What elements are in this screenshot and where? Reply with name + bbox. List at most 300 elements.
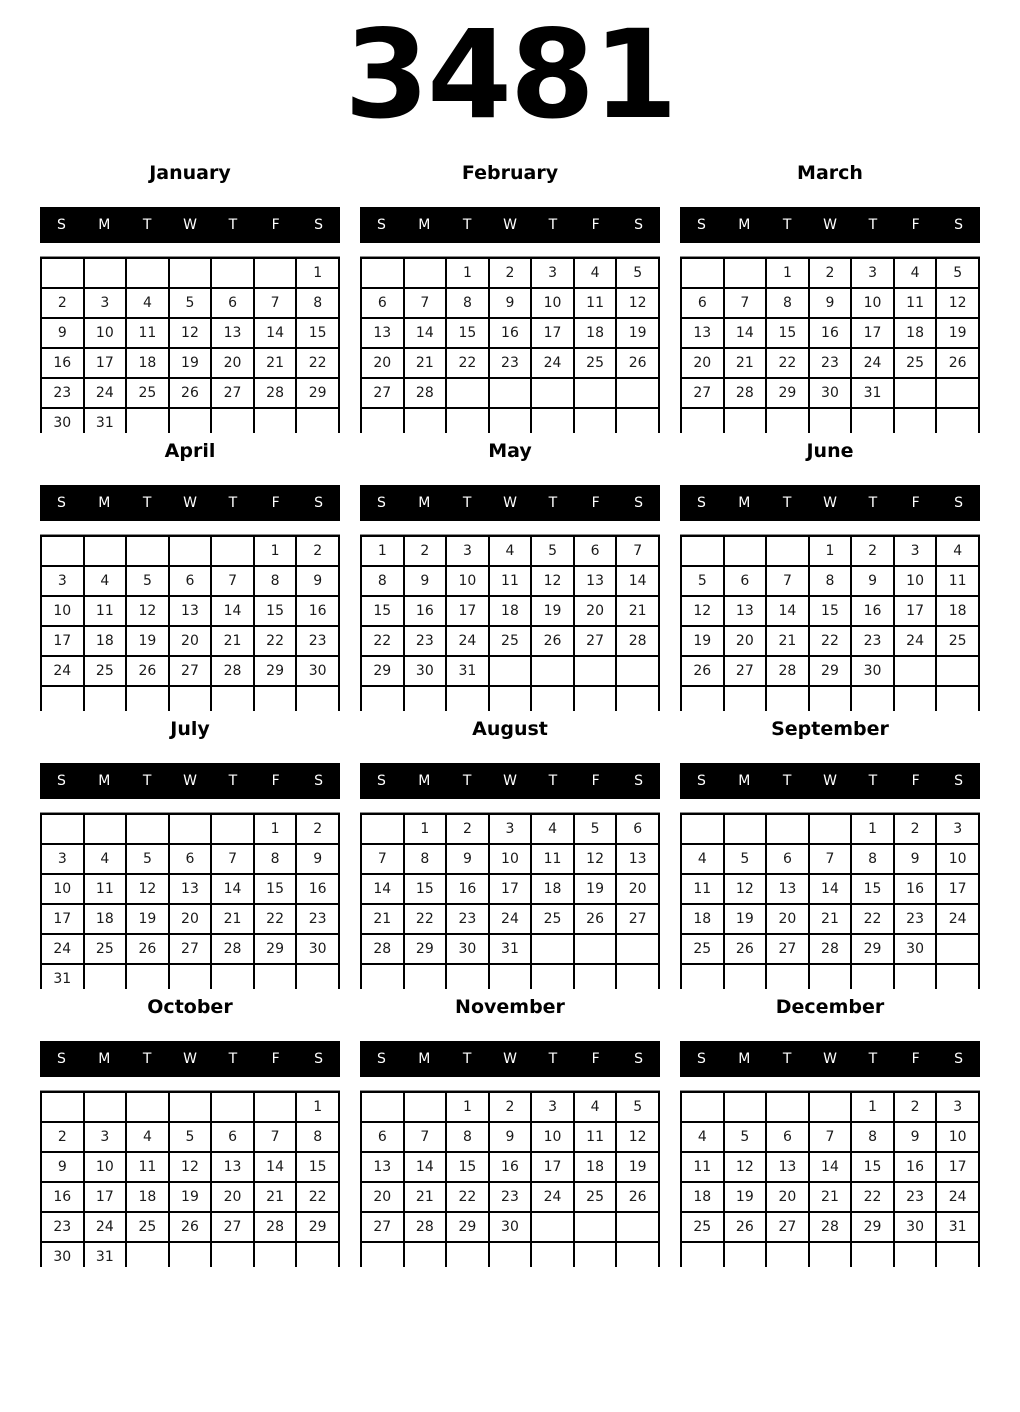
day-cell: 29 bbox=[809, 656, 852, 686]
empty-day-cell bbox=[169, 814, 212, 844]
day-cell: 11 bbox=[681, 1152, 724, 1182]
day-cell: 13 bbox=[361, 318, 404, 348]
empty-day-cell bbox=[254, 686, 297, 711]
weekday-letter: M bbox=[738, 773, 751, 789]
empty-day-cell bbox=[211, 964, 254, 989]
day-cell: 6 bbox=[211, 1122, 254, 1152]
day-cell: 31 bbox=[84, 1242, 127, 1267]
day-cell: 19 bbox=[531, 596, 574, 626]
day-cell: 3 bbox=[446, 536, 489, 566]
day-cell: 4 bbox=[894, 258, 937, 288]
day-cell: 17 bbox=[894, 596, 937, 626]
day-cell: 21 bbox=[211, 626, 254, 656]
week-row bbox=[41, 318, 339, 348]
day-cell: 20 bbox=[574, 596, 617, 626]
empty-day-cell bbox=[681, 1242, 724, 1267]
weekday-letter: F bbox=[271, 773, 280, 789]
empty-day-cell bbox=[126, 1242, 169, 1267]
empty-day-cell bbox=[169, 1242, 212, 1267]
day-cell: 9 bbox=[851, 566, 894, 596]
day-cell: 18 bbox=[574, 1152, 617, 1182]
week-row bbox=[681, 656, 979, 686]
day-cell: 21 bbox=[809, 1182, 852, 1212]
day-cell: 28 bbox=[254, 1212, 297, 1242]
empty-day-cell bbox=[574, 686, 617, 711]
day-cell: 5 bbox=[616, 258, 659, 288]
empty-day-cell bbox=[446, 408, 489, 433]
day-cell: 6 bbox=[574, 536, 617, 566]
day-cell: 20 bbox=[169, 626, 212, 656]
week-row bbox=[681, 964, 979, 989]
day-cell: 11 bbox=[681, 874, 724, 904]
day-cell: 5 bbox=[724, 844, 767, 874]
day-cell: 26 bbox=[724, 1212, 767, 1242]
weekday-letter: M bbox=[98, 773, 111, 789]
day-cell: 1 bbox=[254, 814, 297, 844]
empty-day-cell bbox=[211, 1092, 254, 1122]
weekday-letter: F bbox=[591, 773, 600, 789]
empty-day-cell bbox=[489, 656, 532, 686]
day-cell: 25 bbox=[681, 934, 724, 964]
day-cell: 4 bbox=[126, 288, 169, 318]
day-cell: 7 bbox=[766, 566, 809, 596]
day-cell: 28 bbox=[254, 378, 297, 408]
day-cell: 26 bbox=[936, 348, 979, 378]
day-cell: 14 bbox=[809, 1152, 852, 1182]
day-cell: 25 bbox=[126, 1212, 169, 1242]
weekday-letter: F bbox=[911, 495, 920, 511]
empty-day-cell bbox=[894, 964, 937, 989]
empty-day-cell bbox=[489, 378, 532, 408]
day-cell: 24 bbox=[84, 1212, 127, 1242]
day-cell: 29 bbox=[361, 656, 404, 686]
weekday-letter: M bbox=[738, 1051, 751, 1067]
week-row bbox=[361, 566, 659, 596]
month-title: March bbox=[797, 162, 863, 184]
day-cell: 31 bbox=[41, 964, 84, 989]
day-cell: 13 bbox=[211, 318, 254, 348]
empty-day-cell bbox=[446, 686, 489, 711]
day-cell: 26 bbox=[169, 1212, 212, 1242]
weekday-letter: S bbox=[634, 495, 644, 511]
empty-day-cell bbox=[41, 536, 84, 566]
weekday-letter: T bbox=[228, 495, 238, 511]
empty-day-cell bbox=[851, 964, 894, 989]
empty-day-cell bbox=[361, 814, 404, 844]
week-row bbox=[361, 626, 659, 656]
day-cell: 21 bbox=[361, 904, 404, 934]
day-cell: 28 bbox=[766, 656, 809, 686]
week-row bbox=[361, 408, 659, 433]
weekday-letter: S bbox=[314, 217, 324, 233]
weekday-letter: S bbox=[696, 217, 706, 233]
day-cell: 4 bbox=[681, 844, 724, 874]
day-cell: 9 bbox=[809, 288, 852, 318]
day-cell: 31 bbox=[936, 1212, 979, 1242]
week-row bbox=[361, 258, 659, 288]
day-cell: 28 bbox=[616, 626, 659, 656]
weekday-header-bar bbox=[360, 485, 660, 521]
day-cell: 4 bbox=[126, 1122, 169, 1152]
weekday-letter: F bbox=[271, 217, 280, 233]
month-grid bbox=[40, 257, 340, 433]
empty-day-cell bbox=[211, 686, 254, 711]
month-title: December bbox=[775, 996, 885, 1018]
day-cell: 15 bbox=[254, 874, 297, 904]
week-row bbox=[361, 686, 659, 711]
weekday-letter: S bbox=[56, 773, 66, 789]
week-row bbox=[681, 348, 979, 378]
day-cell: 27 bbox=[766, 1212, 809, 1242]
day-cell: 22 bbox=[361, 626, 404, 656]
day-cell: 20 bbox=[766, 904, 809, 934]
weekday-letter: T bbox=[782, 773, 792, 789]
day-cell: 30 bbox=[41, 1242, 84, 1267]
empty-day-cell bbox=[531, 1242, 574, 1267]
day-cell: 16 bbox=[809, 318, 852, 348]
day-cell: 6 bbox=[724, 566, 767, 596]
day-cell: 24 bbox=[531, 348, 574, 378]
empty-day-cell bbox=[361, 686, 404, 711]
day-cell: 8 bbox=[446, 288, 489, 318]
month-grid bbox=[680, 1091, 980, 1267]
day-cell: 22 bbox=[446, 1182, 489, 1212]
day-cell: 19 bbox=[724, 1182, 767, 1212]
day-cell: 22 bbox=[851, 904, 894, 934]
empty-day-cell bbox=[809, 686, 852, 711]
day-cell: 4 bbox=[681, 1122, 724, 1152]
day-cell: 6 bbox=[361, 1122, 404, 1152]
month-grid bbox=[360, 1091, 660, 1267]
day-cell: 17 bbox=[84, 1182, 127, 1212]
empty-day-cell bbox=[936, 686, 979, 711]
day-cell: 25 bbox=[681, 1212, 724, 1242]
day-cell: 3 bbox=[936, 814, 979, 844]
day-cell: 24 bbox=[41, 934, 84, 964]
day-cell: 16 bbox=[851, 596, 894, 626]
day-cell: 16 bbox=[489, 318, 532, 348]
empty-day-cell bbox=[489, 1242, 532, 1267]
day-cell: 21 bbox=[766, 626, 809, 656]
day-cell: 10 bbox=[936, 844, 979, 874]
day-cell: 20 bbox=[169, 904, 212, 934]
day-cell: 19 bbox=[616, 1152, 659, 1182]
empty-day-cell bbox=[681, 686, 724, 711]
day-cell: 5 bbox=[169, 288, 212, 318]
week-row bbox=[681, 1122, 979, 1152]
day-cell: 16 bbox=[296, 874, 339, 904]
empty-day-cell bbox=[724, 536, 767, 566]
day-cell: 7 bbox=[404, 1122, 447, 1152]
weekday-letter: T bbox=[782, 1051, 792, 1067]
empty-day-cell bbox=[404, 258, 447, 288]
empty-day-cell bbox=[126, 1092, 169, 1122]
empty-day-cell bbox=[296, 686, 339, 711]
day-cell: 4 bbox=[84, 844, 127, 874]
empty-day-cell bbox=[254, 408, 297, 433]
day-cell: 2 bbox=[41, 1122, 84, 1152]
empty-day-cell bbox=[616, 934, 659, 964]
day-cell: 21 bbox=[724, 348, 767, 378]
day-cell: 21 bbox=[616, 596, 659, 626]
day-cell: 30 bbox=[296, 934, 339, 964]
day-cell: 1 bbox=[851, 814, 894, 844]
day-cell: 28 bbox=[361, 934, 404, 964]
week-row bbox=[681, 536, 979, 566]
empty-day-cell bbox=[681, 258, 724, 288]
empty-day-cell bbox=[489, 964, 532, 989]
day-cell: 16 bbox=[489, 1152, 532, 1182]
day-cell: 8 bbox=[851, 1122, 894, 1152]
day-cell: 26 bbox=[126, 934, 169, 964]
weekday-letter: T bbox=[548, 217, 558, 233]
weekday-letter: T bbox=[228, 217, 238, 233]
month-block-may bbox=[360, 433, 660, 711]
month-grid bbox=[680, 257, 980, 433]
day-cell: 23 bbox=[41, 378, 84, 408]
weekday-letter: T bbox=[548, 773, 558, 789]
empty-day-cell bbox=[489, 408, 532, 433]
day-cell: 16 bbox=[446, 874, 489, 904]
day-cell: 14 bbox=[404, 318, 447, 348]
weekday-header-bar bbox=[40, 1041, 340, 1077]
day-cell: 5 bbox=[616, 1092, 659, 1122]
day-cell: 3 bbox=[894, 536, 937, 566]
empty-day-cell bbox=[851, 1242, 894, 1267]
week-row bbox=[681, 1092, 979, 1122]
day-cell: 10 bbox=[531, 1122, 574, 1152]
weekday-letter: S bbox=[314, 495, 324, 511]
day-cell: 24 bbox=[446, 626, 489, 656]
day-cell: 18 bbox=[681, 1182, 724, 1212]
week-row bbox=[681, 378, 979, 408]
day-cell: 15 bbox=[361, 596, 404, 626]
empty-day-cell bbox=[766, 536, 809, 566]
month-grid bbox=[360, 257, 660, 433]
weekday-letter: T bbox=[868, 495, 878, 511]
day-cell: 5 bbox=[681, 566, 724, 596]
empty-day-cell bbox=[211, 1242, 254, 1267]
week-row bbox=[41, 408, 339, 433]
day-cell: 26 bbox=[531, 626, 574, 656]
day-cell: 22 bbox=[254, 626, 297, 656]
weekday-letter: M bbox=[418, 217, 431, 233]
weekday-letter: S bbox=[954, 217, 964, 233]
weekday-letter: T bbox=[462, 773, 472, 789]
day-cell: 24 bbox=[936, 904, 979, 934]
day-cell: 19 bbox=[126, 904, 169, 934]
day-cell: 21 bbox=[809, 904, 852, 934]
day-cell: 22 bbox=[404, 904, 447, 934]
month-block-march bbox=[680, 155, 980, 433]
empty-day-cell bbox=[41, 686, 84, 711]
day-cell: 29 bbox=[254, 656, 297, 686]
month-block-november bbox=[360, 989, 660, 1267]
day-cell: 20 bbox=[681, 348, 724, 378]
day-cell: 18 bbox=[894, 318, 937, 348]
day-cell: 3 bbox=[41, 844, 84, 874]
day-cell: 9 bbox=[41, 1152, 84, 1182]
day-cell: 10 bbox=[84, 318, 127, 348]
day-cell: 6 bbox=[681, 288, 724, 318]
empty-day-cell bbox=[126, 258, 169, 288]
empty-day-cell bbox=[936, 964, 979, 989]
day-cell: 11 bbox=[489, 566, 532, 596]
day-cell: 18 bbox=[574, 318, 617, 348]
empty-day-cell bbox=[894, 686, 937, 711]
weekday-header-bar bbox=[680, 207, 980, 243]
empty-day-cell bbox=[894, 656, 937, 686]
day-cell: 10 bbox=[531, 288, 574, 318]
empty-day-cell bbox=[724, 258, 767, 288]
empty-day-cell bbox=[531, 408, 574, 433]
month-block-june bbox=[680, 433, 980, 711]
day-cell: 7 bbox=[809, 844, 852, 874]
weekday-letter: W bbox=[503, 1051, 517, 1067]
weekday-letter: T bbox=[142, 773, 152, 789]
day-cell: 24 bbox=[531, 1182, 574, 1212]
day-cell: 4 bbox=[531, 814, 574, 844]
day-cell: 26 bbox=[126, 656, 169, 686]
empty-day-cell bbox=[446, 378, 489, 408]
week-row bbox=[361, 1212, 659, 1242]
day-cell: 15 bbox=[296, 1152, 339, 1182]
day-cell: 19 bbox=[169, 348, 212, 378]
day-cell: 2 bbox=[446, 814, 489, 844]
day-cell: 7 bbox=[254, 288, 297, 318]
month-grid bbox=[40, 535, 340, 711]
day-cell: 13 bbox=[681, 318, 724, 348]
empty-day-cell bbox=[574, 378, 617, 408]
day-cell: 23 bbox=[851, 626, 894, 656]
day-cell: 5 bbox=[724, 1122, 767, 1152]
empty-day-cell bbox=[766, 1092, 809, 1122]
week-row bbox=[41, 656, 339, 686]
week-row bbox=[361, 1182, 659, 1212]
day-cell: 18 bbox=[489, 596, 532, 626]
day-cell: 4 bbox=[574, 1092, 617, 1122]
day-cell: 23 bbox=[894, 904, 937, 934]
week-row bbox=[41, 1212, 339, 1242]
day-cell: 2 bbox=[851, 536, 894, 566]
week-row bbox=[681, 258, 979, 288]
empty-day-cell bbox=[254, 1242, 297, 1267]
day-cell: 19 bbox=[126, 626, 169, 656]
day-cell: 28 bbox=[211, 656, 254, 686]
empty-day-cell bbox=[936, 934, 979, 964]
day-cell: 14 bbox=[361, 874, 404, 904]
day-cell: 23 bbox=[489, 1182, 532, 1212]
empty-day-cell bbox=[404, 964, 447, 989]
day-cell: 5 bbox=[169, 1122, 212, 1152]
day-cell: 8 bbox=[446, 1122, 489, 1152]
week-row bbox=[41, 1152, 339, 1182]
day-cell: 8 bbox=[809, 566, 852, 596]
week-row bbox=[361, 874, 659, 904]
weekday-letter: S bbox=[376, 495, 386, 511]
week-row bbox=[681, 874, 979, 904]
day-cell: 7 bbox=[616, 536, 659, 566]
day-cell: 5 bbox=[574, 814, 617, 844]
month-title: June bbox=[806, 440, 854, 462]
week-row bbox=[681, 288, 979, 318]
week-row bbox=[361, 378, 659, 408]
empty-day-cell bbox=[616, 1212, 659, 1242]
empty-day-cell bbox=[681, 814, 724, 844]
weekday-letter: M bbox=[418, 1051, 431, 1067]
weekday-letter: S bbox=[954, 495, 964, 511]
day-cell: 24 bbox=[489, 904, 532, 934]
day-cell: 2 bbox=[894, 1092, 937, 1122]
week-row bbox=[361, 904, 659, 934]
day-cell: 21 bbox=[404, 348, 447, 378]
day-cell: 28 bbox=[404, 378, 447, 408]
week-row bbox=[361, 1242, 659, 1267]
day-cell: 2 bbox=[296, 536, 339, 566]
day-cell: 23 bbox=[894, 1182, 937, 1212]
day-cell: 27 bbox=[211, 1212, 254, 1242]
empty-day-cell bbox=[296, 408, 339, 433]
empty-day-cell bbox=[894, 378, 937, 408]
day-cell: 9 bbox=[489, 288, 532, 318]
day-cell: 10 bbox=[894, 566, 937, 596]
day-cell: 4 bbox=[574, 258, 617, 288]
month-title: January bbox=[149, 162, 231, 184]
day-cell: 27 bbox=[681, 378, 724, 408]
day-cell: 6 bbox=[169, 844, 212, 874]
weekday-letter: W bbox=[503, 217, 517, 233]
month-block-february bbox=[360, 155, 660, 433]
weekday-letter: W bbox=[183, 1051, 197, 1067]
empty-day-cell bbox=[84, 1092, 127, 1122]
day-cell: 25 bbox=[936, 626, 979, 656]
empty-day-cell bbox=[616, 656, 659, 686]
empty-day-cell bbox=[724, 1092, 767, 1122]
day-cell: 19 bbox=[936, 318, 979, 348]
empty-day-cell bbox=[84, 964, 127, 989]
weekday-letter: M bbox=[418, 773, 431, 789]
day-cell: 16 bbox=[41, 1182, 84, 1212]
day-cell: 20 bbox=[211, 1182, 254, 1212]
weekday-letter: W bbox=[183, 217, 197, 233]
weekday-letter: S bbox=[56, 1051, 66, 1067]
day-cell: 20 bbox=[211, 348, 254, 378]
day-cell: 12 bbox=[724, 874, 767, 904]
day-cell: 1 bbox=[254, 536, 297, 566]
day-cell: 23 bbox=[41, 1212, 84, 1242]
empty-day-cell bbox=[169, 686, 212, 711]
weekday-letter: T bbox=[782, 217, 792, 233]
day-cell: 13 bbox=[724, 596, 767, 626]
day-cell: 8 bbox=[361, 566, 404, 596]
day-cell: 2 bbox=[489, 258, 532, 288]
weekday-letter: T bbox=[462, 217, 472, 233]
empty-day-cell bbox=[724, 408, 767, 433]
day-cell: 9 bbox=[446, 844, 489, 874]
day-cell: 27 bbox=[766, 934, 809, 964]
empty-day-cell bbox=[724, 686, 767, 711]
day-cell: 14 bbox=[724, 318, 767, 348]
weekday-letter: W bbox=[823, 773, 837, 789]
day-cell: 17 bbox=[489, 874, 532, 904]
day-cell: 28 bbox=[211, 934, 254, 964]
weekday-letter: W bbox=[823, 217, 837, 233]
empty-day-cell bbox=[936, 408, 979, 433]
week-row bbox=[361, 844, 659, 874]
day-cell: 5 bbox=[936, 258, 979, 288]
week-row bbox=[41, 844, 339, 874]
day-cell: 26 bbox=[724, 934, 767, 964]
